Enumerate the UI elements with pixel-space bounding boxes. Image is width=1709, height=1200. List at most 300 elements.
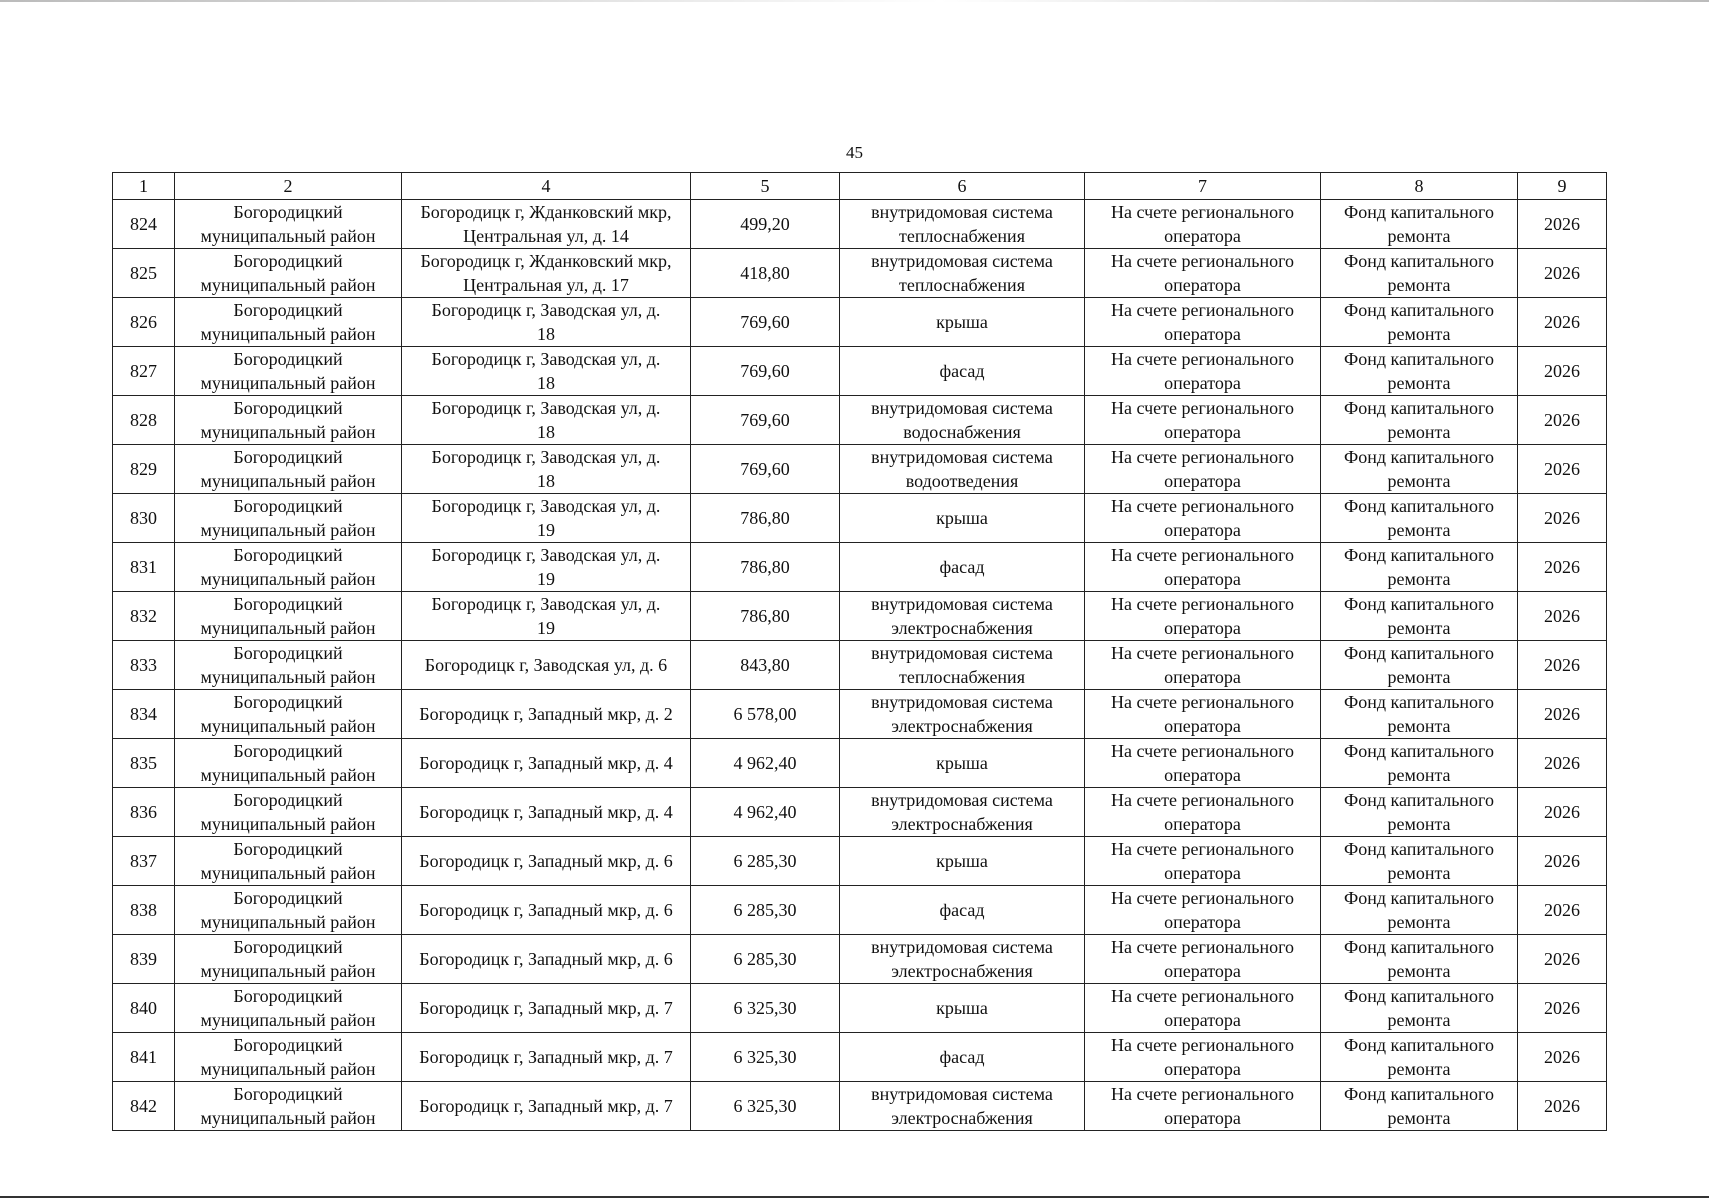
funding-source-cell-line: ремонта [1387,765,1451,785]
account-cell-line: На счете регионального [1110,202,1295,222]
district-cell [175,788,402,837]
district-cell [175,396,402,445]
account-cell [1085,543,1321,592]
year-cell: 2026 [1518,347,1607,396]
table-row [113,298,1607,347]
funding-source-cell-line: Фонд капитального [1344,1084,1494,1104]
work-type-cell-line: теплоснабжения [899,667,1025,687]
account-cell [1085,837,1321,886]
address-cell-line: Богородицк г, Заводская ул, д. [431,545,661,565]
district-cell [175,837,402,886]
table-row [113,935,1607,984]
address-cell-line: 19 [537,569,555,589]
account-cell [1085,690,1321,739]
work-type-cell [840,886,1085,935]
funding-source-cell-line: ремонта [1387,226,1451,246]
area-cell: 769,60 [691,347,840,396]
address-cell-line: Богородицк г, Западный мкр, д. 6 [419,949,673,969]
account-cell-line: оператора [1164,1010,1241,1030]
district-cell [175,641,402,690]
funding-source-cell [1321,739,1518,788]
funding-source-cell [1321,494,1518,543]
account-cell [1085,641,1321,690]
district-cell-line: муниципальный район [200,912,376,932]
funding-source-cell-line: Фонд капитального [1344,349,1494,369]
address-cell [402,543,691,592]
funding-source-cell-line: ремонта [1387,863,1451,883]
row-number: 832 [113,592,175,641]
area-cell: 499,20 [691,200,840,249]
column-header: 1 [113,173,175,200]
district-cell-line: Богородицкий [233,496,343,516]
district-cell-line: муниципальный район [200,961,376,981]
area-cell: 769,60 [691,445,840,494]
funding-source-cell-line: Фонд капитального [1344,594,1494,614]
funding-source-cell-line: ремонта [1387,1059,1451,1079]
area-cell: 769,60 [691,298,840,347]
area-cell: 6 285,30 [691,886,840,935]
address-cell-line: 18 [537,422,555,442]
funding-source-cell [1321,200,1518,249]
funding-source-cell [1321,641,1518,690]
work-type-cell [840,445,1085,494]
column-header: 4 [402,173,691,200]
funding-source-cell [1321,347,1518,396]
row-number: 839 [113,935,175,984]
district-cell-line: Богородицкий [233,300,343,320]
account-cell-line: На счете регионального [1110,643,1295,663]
address-cell [402,249,691,298]
table-row [113,984,1607,1033]
work-type-cell [840,641,1085,690]
year-cell: 2026 [1518,1033,1607,1082]
address-cell-line: Богородицк г, Западный мкр, д. 7 [419,1096,673,1116]
funding-source-cell [1321,1033,1518,1082]
funding-source-cell-line: ремонта [1387,618,1451,638]
funding-source-cell-line: Фонд капитального [1344,888,1494,908]
account-cell-line: оператора [1164,1059,1241,1079]
district-cell [175,543,402,592]
funding-source-cell [1321,543,1518,592]
work-type-cell-line: внутридомовая система [871,937,1053,957]
address-cell [402,886,691,935]
work-type-cell [840,543,1085,592]
district-cell-line: муниципальный район [200,471,376,491]
address-cell [402,739,691,788]
address-cell [402,494,691,543]
row-number: 841 [113,1033,175,1082]
funding-source-cell-line: ремонта [1387,520,1451,540]
row-number: 842 [113,1082,175,1131]
district-cell-line: Богородицкий [233,545,343,565]
year-cell: 2026 [1518,396,1607,445]
account-cell-line: На счете регионального [1110,300,1295,320]
district-cell [175,200,402,249]
address-cell [402,641,691,690]
area-cell: 4 962,40 [691,788,840,837]
district-cell [175,886,402,935]
table-row [113,1033,1607,1082]
work-type-cell-line: крыша [936,851,988,871]
district-cell-line: муниципальный район [200,226,376,246]
funding-source-cell-line: ремонта [1387,1010,1451,1030]
page-number: 45 [846,143,863,162]
work-type-cell-line: фасад [939,900,985,920]
address-cell-line: Центральная ул, д. 17 [463,275,629,295]
work-type-cell-line: фасад [939,557,985,577]
funding-source-cell-line: Фонд капитального [1344,1035,1494,1055]
account-cell-line: оператора [1164,422,1241,442]
account-cell [1085,984,1321,1033]
district-cell-line: Богородицкий [233,1084,343,1104]
scan-edge-bottom [0,1196,1709,1198]
row-number: 835 [113,739,175,788]
account-cell-line: На счете регионального [1110,986,1295,1006]
column-header: 5 [691,173,840,200]
district-cell-line: муниципальный район [200,1010,376,1030]
funding-source-cell [1321,592,1518,641]
address-cell-line: Богородицк г, Западный мкр, д. 6 [419,900,673,920]
district-cell-line: Богородицкий [233,692,343,712]
work-type-cell [840,249,1085,298]
account-cell-line: оператора [1164,863,1241,883]
district-cell [175,935,402,984]
row-number: 833 [113,641,175,690]
district-cell-line: муниципальный район [200,373,376,393]
table-row [113,641,1607,690]
funding-source-cell-line: Фонд капитального [1344,937,1494,957]
funding-source-cell-line: Фонд капитального [1344,251,1494,271]
address-cell-line: Богородицк г, Западный мкр, д. 4 [419,753,673,773]
funding-source-cell-line: Фонд капитального [1344,790,1494,810]
district-cell-line: Богородицкий [233,349,343,369]
account-cell-line: оператора [1164,226,1241,246]
funding-source-cell-line: ремонта [1387,716,1451,736]
district-cell-line: Богородицкий [233,839,343,859]
table-row [113,347,1607,396]
funding-source-cell-line: ремонта [1387,912,1451,932]
account-cell-line: оператора [1164,765,1241,785]
district-cell-line: Богородицкий [233,741,343,761]
account-cell [1085,788,1321,837]
district-cell [175,445,402,494]
row-number: 829 [113,445,175,494]
work-type-cell [840,984,1085,1033]
address-cell [402,690,691,739]
district-cell-line: Богородицкий [233,790,343,810]
table-row [113,396,1607,445]
area-cell: 786,80 [691,494,840,543]
address-cell-line: Богородицк г, Западный мкр, д. 6 [419,851,673,871]
funding-source-cell-line: ремонта [1387,471,1451,491]
year-cell: 2026 [1518,984,1607,1033]
work-type-cell-line: электроснабжения [891,814,1033,834]
area-cell: 786,80 [691,543,840,592]
funding-source-cell-line: ремонта [1387,667,1451,687]
account-cell-line: оператора [1164,667,1241,687]
funding-source-cell-line: ремонта [1387,422,1451,442]
year-cell: 2026 [1518,249,1607,298]
work-type-cell-line: теплоснабжения [899,275,1025,295]
row-number: 830 [113,494,175,543]
table-row [113,788,1607,837]
account-cell-line: оператора [1164,1108,1241,1128]
year-cell: 2026 [1518,641,1607,690]
address-cell-line: 18 [537,324,555,344]
funding-source-cell [1321,1082,1518,1131]
district-cell-line: муниципальный район [200,814,376,834]
account-cell-line: оператора [1164,618,1241,638]
address-cell [402,984,691,1033]
work-type-cell-line: внутридомовая система [871,643,1053,663]
account-cell-line: На счете регионального [1110,398,1295,418]
address-cell [402,935,691,984]
area-cell: 6 325,30 [691,984,840,1033]
funding-source-cell [1321,837,1518,886]
scan-edge-top [0,0,1709,2]
address-cell-line: Богородицк г, Жданковский мкр, [420,251,672,271]
account-cell-line: На счете регионального [1110,790,1295,810]
table-row [113,249,1607,298]
work-type-cell [840,200,1085,249]
funding-source-cell [1321,396,1518,445]
table-row [113,543,1607,592]
year-cell: 2026 [1518,494,1607,543]
address-cell-line: Богородицк г, Заводская ул, д. [431,300,661,320]
year-cell: 2026 [1518,690,1607,739]
district-cell-line: муниципальный район [200,275,376,295]
address-cell [402,837,691,886]
work-type-cell-line: электроснабжения [891,618,1033,638]
year-cell: 2026 [1518,886,1607,935]
funding-source-cell-line: Фонд капитального [1344,545,1494,565]
work-type-cell [840,347,1085,396]
area-cell: 4 962,40 [691,739,840,788]
area-cell: 6 285,30 [691,935,840,984]
work-type-cell-line: электроснабжения [891,1108,1033,1128]
row-number: 838 [113,886,175,935]
funding-source-cell-line: ремонта [1387,324,1451,344]
account-cell [1085,396,1321,445]
address-cell-line: 19 [537,618,555,638]
district-cell-line: муниципальный район [200,716,376,736]
district-cell-line: муниципальный район [200,765,376,785]
address-cell-line: Богородицк г, Заводская ул, д. [431,594,661,614]
funding-source-cell-line: Фонд капитального [1344,986,1494,1006]
column-header: 6 [840,173,1085,200]
column-header: 2 [175,173,402,200]
account-cell [1085,592,1321,641]
account-cell-line: оператора [1164,373,1241,393]
work-type-cell [840,1082,1085,1131]
address-cell-line: Богородицк г, Заводская ул, д. [431,496,661,516]
work-type-cell-line: водоснабжения [903,422,1021,442]
account-cell-line: оператора [1164,814,1241,834]
work-type-cell [840,396,1085,445]
work-type-cell [840,739,1085,788]
work-type-cell-line: внутридомовая система [871,1084,1053,1104]
account-cell [1085,935,1321,984]
address-cell-line: 19 [537,520,555,540]
work-type-cell-line: внутридомовая система [871,594,1053,614]
work-type-cell-line: внутридомовая система [871,692,1053,712]
area-cell: 843,80 [691,641,840,690]
area-cell: 786,80 [691,592,840,641]
work-type-cell-line: фасад [939,361,985,381]
work-type-cell-line: водоотведения [905,471,1019,491]
funding-source-cell-line: ремонта [1387,373,1451,393]
account-cell-line: оператора [1164,471,1241,491]
work-type-cell [840,1033,1085,1082]
district-cell [175,249,402,298]
work-type-cell-line: крыша [936,998,988,1018]
account-cell-line: оператора [1164,912,1241,932]
column-header: 8 [1321,173,1518,200]
district-cell-line: муниципальный район [200,667,376,687]
account-cell-line: На счете регионального [1110,251,1295,271]
address-cell-line: 18 [537,471,555,491]
work-type-cell-line: электроснабжения [891,961,1033,981]
funding-source-cell-line: Фонд капитального [1344,643,1494,663]
table-row [113,837,1607,886]
district-cell-line: Богородицкий [233,398,343,418]
year-cell: 2026 [1518,445,1607,494]
district-cell-line: муниципальный район [200,1059,376,1079]
district-cell-line: Богородицкий [233,447,343,467]
address-cell [402,445,691,494]
row-number: 826 [113,298,175,347]
account-cell [1085,494,1321,543]
work-type-cell-line: внутридомовая система [871,202,1053,222]
funding-source-cell-line: Фонд капитального [1344,839,1494,859]
funding-source-cell [1321,249,1518,298]
account-cell [1085,1033,1321,1082]
funding-source-cell [1321,788,1518,837]
district-cell [175,690,402,739]
funding-source-cell [1321,886,1518,935]
address-cell [402,347,691,396]
row-number: 837 [113,837,175,886]
row-number: 827 [113,347,175,396]
district-cell [175,592,402,641]
year-cell: 2026 [1518,592,1607,641]
address-cell [402,200,691,249]
funding-source-cell-line: Фонд капитального [1344,741,1494,761]
table-row [113,1082,1607,1131]
funding-source-cell-line: ремонта [1387,275,1451,295]
account-cell-line: оператора [1164,275,1241,295]
district-cell [175,298,402,347]
funding-source-cell [1321,935,1518,984]
row-number: 828 [113,396,175,445]
address-cell [402,788,691,837]
year-cell: 2026 [1518,543,1607,592]
address-cell-line: 18 [537,373,555,393]
address-cell-line: Богородицк г, Западный мкр, д. 7 [419,998,673,1018]
year-cell: 2026 [1518,1082,1607,1131]
work-type-cell [840,494,1085,543]
table-row [113,445,1607,494]
work-type-cell-line: теплоснабжения [899,226,1025,246]
account-cell [1085,1082,1321,1131]
address-cell-line: Богородицк г, Жданковский мкр, [420,202,672,222]
district-cell-line: Богородицкий [233,986,343,1006]
district-cell [175,1033,402,1082]
funding-source-cell [1321,984,1518,1033]
area-cell: 6 325,30 [691,1033,840,1082]
row-number: 824 [113,200,175,249]
row-number: 834 [113,690,175,739]
work-type-cell [840,837,1085,886]
address-cell-line: Богородицк г, Заводская ул, д. [431,398,661,418]
district-cell-line: муниципальный район [200,1108,376,1128]
address-cell [402,1082,691,1131]
table-row [113,690,1607,739]
year-cell: 2026 [1518,788,1607,837]
work-type-cell [840,298,1085,347]
district-cell-line: Богородицкий [233,1035,343,1055]
funding-source-cell [1321,298,1518,347]
column-header: 9 [1518,173,1607,200]
account-cell [1085,249,1321,298]
header-row [113,173,1607,200]
area-cell: 6 325,30 [691,1082,840,1131]
work-type-cell-line: внутридомовая система [871,790,1053,810]
address-cell-line: Богородицк г, Заводская ул, д. [431,349,661,369]
row-number: 831 [113,543,175,592]
account-cell [1085,298,1321,347]
work-type-cell-line: крыша [936,508,988,528]
column-header: 7 [1085,173,1321,200]
account-cell-line: На счете регионального [1110,496,1295,516]
district-cell-line: Богородицкий [233,594,343,614]
district-cell [175,1082,402,1131]
address-cell [402,298,691,347]
work-type-cell [840,690,1085,739]
work-type-cell-line: электроснабжения [891,716,1033,736]
table-row [113,200,1607,249]
account-cell-line: оператора [1164,569,1241,589]
funding-source-cell-line: ремонта [1387,814,1451,834]
district-cell-line: муниципальный район [200,520,376,540]
capital-repair-table [112,172,1607,1131]
account-cell-line: На счете регионального [1110,839,1295,859]
work-type-cell-line: внутридомовая система [871,251,1053,271]
funding-source-cell-line: Фонд капитального [1344,692,1494,712]
year-cell: 2026 [1518,935,1607,984]
account-cell-line: На счете регионального [1110,349,1295,369]
account-cell [1085,886,1321,935]
address-cell-line: Богородицк г, Заводская ул, д. 6 [424,655,668,675]
address-cell [402,592,691,641]
account-cell-line: На счете регионального [1110,1035,1295,1055]
table-row [113,886,1607,935]
row-number: 825 [113,249,175,298]
work-type-cell-line: внутридомовая система [871,398,1053,418]
address-cell-line: Богородицк г, Западный мкр, д. 7 [419,1047,673,1067]
account-cell [1085,347,1321,396]
work-type-cell [840,592,1085,641]
work-type-cell-line: фасад [939,1047,985,1067]
account-cell-line: На счете регионального [1110,888,1295,908]
district-cell-line: муниципальный район [200,569,376,589]
funding-source-cell-line: Фонд капитального [1344,447,1494,467]
work-type-cell [840,788,1085,837]
table-row [113,494,1607,543]
address-cell [402,396,691,445]
account-cell-line: оператора [1164,324,1241,344]
account-cell [1085,200,1321,249]
